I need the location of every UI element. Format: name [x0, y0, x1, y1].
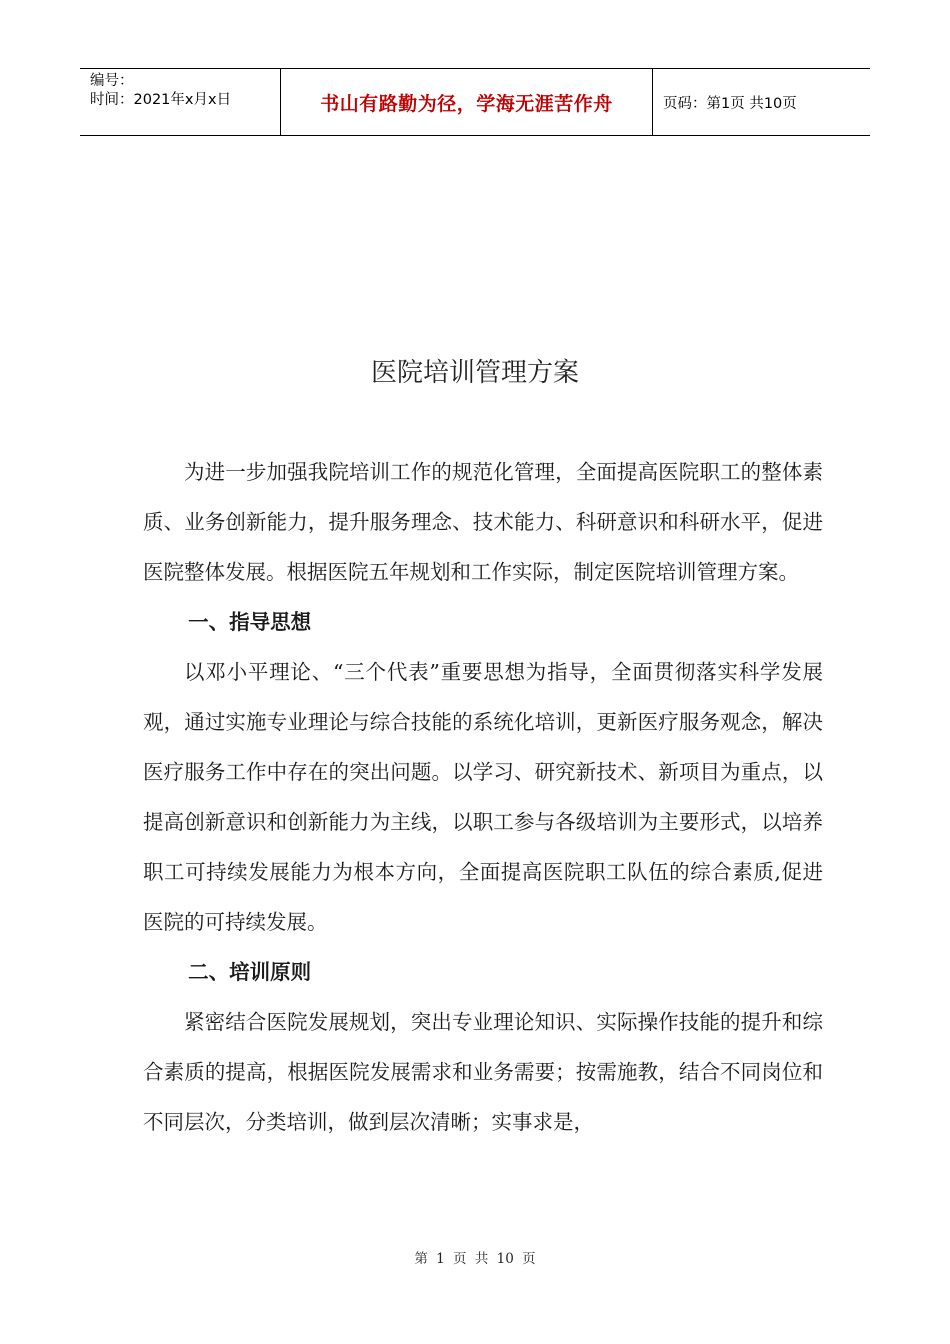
document-number-label: 编号： — [90, 73, 134, 89]
document-title: 医院培训管理方案 — [370, 358, 579, 388]
training-principles-paragraph: 紧密结合医院发展规划，突出专业理论知识、实际操作技能的提升和综合素质的提高，根据医院发展需求和业务需要；按需施教，结合不同岗位和不同层次，分类培训，做到层次清晰；实事求是， — [143, 1010, 823, 1134]
header-motto: 书山有路勤为径，学海无涯苦作舟 — [281, 69, 653, 135]
header-table — [80, 68, 870, 136]
guiding-ideology-paragraph: 以邓小平理论、“三个代表”重要思想为指导，全面贯彻落实科学发展观，通过实施专业理论与综合技能的系统化培训，更新医疗服务观念，解决医疗服务工作中存在的突出问题。以学习、研究新技术、新项目为重点，以提高创新意识和创新能力为主线，以职工参与各级培训为主要形式，以培养职工可持续发展能力为根本方向，全面提高医院职工队伍的综合素质,促进医院的可持续发展。 — [143, 660, 823, 934]
document-body — [143, 447, 823, 1147]
header-page-info: 页码：第1页 共10页 — [663, 95, 797, 112]
document-time-label: 时间：2021年x月x日 — [90, 92, 232, 108]
section-heading-guiding-ideology: 一、指导思想 — [188, 610, 312, 634]
section-heading-training-principles: 二、培训原则 — [188, 960, 312, 984]
header-meta-cell — [80, 69, 281, 135]
intro-paragraph: 为进一步加强我院培训工作的规范化管理，全面提高医院职工的整体素质、业务创新能力，提升服务理念、技术能力、科研意识和科研水平，促进医院整体发展。根据医院五年规划和工作实际，制定医院培训管理方案。 — [143, 460, 823, 584]
page-footer: 第 1 页 共 10 页 — [414, 1251, 536, 1267]
